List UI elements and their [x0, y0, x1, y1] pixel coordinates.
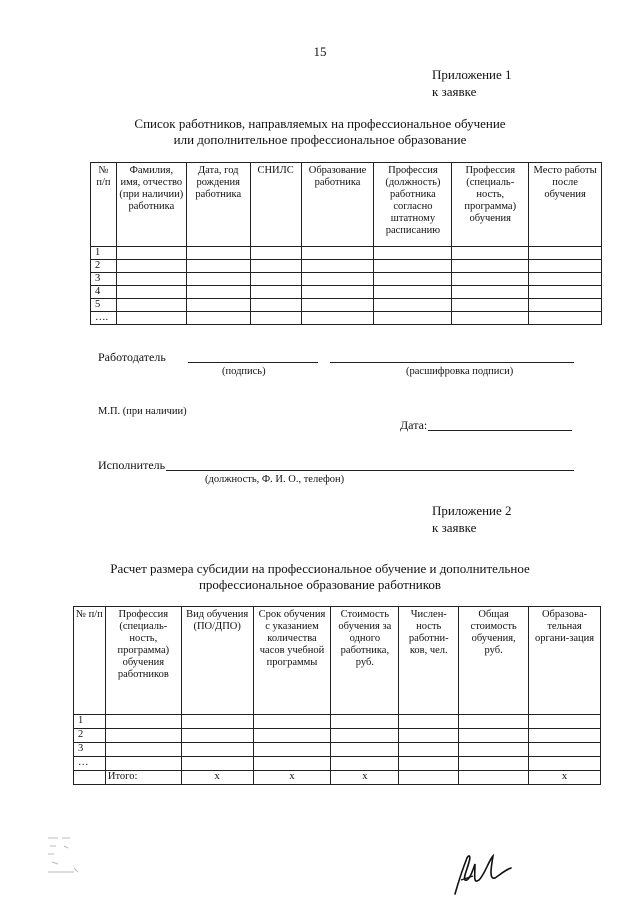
appendix2-to: к заявке — [432, 520, 477, 535]
total-cell — [399, 771, 459, 785]
total-cell: х — [181, 771, 253, 785]
row-number: 3 — [91, 273, 117, 286]
row-number: 1 — [91, 247, 117, 260]
table-row — [74, 743, 601, 757]
table-row — [91, 247, 602, 260]
subsidy-table-header — [74, 607, 601, 715]
col-header: Стоимость обучения за одного работника, руб. — [331, 607, 399, 715]
appendix2-title-line1: Расчет размера субсидии на профессиональное обучение и дополнительное — [110, 561, 530, 576]
col-header: Числен-ность работни-ков, чел. — [399, 607, 459, 715]
col-header: Дата, год рождения работника — [186, 163, 250, 247]
col-header: Срок обучения с указанием количества часов учебной программы — [253, 607, 331, 715]
workers-table — [90, 162, 602, 325]
appendix1-title-line2: или дополнительное профессиональное образование — [173, 132, 467, 147]
signature-line — [188, 362, 318, 363]
row-number: 2 — [91, 260, 117, 273]
signature-caption: (подпись) — [222, 366, 266, 377]
col-header: Профессия (должность) работника согласно штатному расписанию — [374, 163, 452, 247]
appendix2-title — [60, 561, 580, 593]
appendix1-to: к заявке — [432, 84, 477, 99]
table-row — [74, 715, 601, 729]
col-header: № п/п — [91, 163, 117, 247]
total-label: Итого: — [105, 771, 181, 785]
table-row — [74, 757, 601, 771]
date-label: Дата: — [400, 418, 428, 432]
col-header: Фамилия, имя, отчество (при наличии) работника — [116, 163, 186, 247]
decipher-line — [330, 362, 574, 363]
col-header: Место работы после обучения — [529, 163, 602, 247]
col-header: Общая стоимость обучения, руб. — [459, 607, 529, 715]
total-cell: х — [529, 771, 601, 785]
executor-caption: (должность, Ф. И. О., телефон) — [205, 474, 345, 485]
row-number: … — [74, 757, 106, 771]
total-cell: х — [253, 771, 331, 785]
page-number: 15 — [313, 44, 327, 59]
table-row — [91, 286, 602, 299]
col-header: № п/п — [74, 607, 106, 715]
appendix1-heading — [432, 66, 512, 100]
col-header: Профессия (специаль-ность, программа) обучения работников — [105, 607, 181, 715]
row-number: 3 — [74, 743, 106, 757]
workers-table-header — [91, 163, 602, 247]
row-number: …. — [91, 312, 117, 325]
subsidy-table — [73, 606, 601, 785]
table-row — [91, 299, 602, 312]
total-row — [74, 771, 601, 785]
table-row — [74, 729, 601, 743]
total-cell: х — [331, 771, 399, 785]
row-number: 2 — [74, 729, 106, 743]
appendix2-title-line2: профессиональное образование работников — [198, 577, 442, 592]
appendix2-heading — [432, 502, 512, 536]
row-number: 5 — [91, 299, 117, 312]
appendix2-label: Приложение 2 — [432, 503, 512, 518]
col-header: Образова-тельная органи-зация — [529, 607, 601, 715]
decipher-caption: (расшифровка подписи) — [406, 366, 514, 377]
appendix1-label: Приложение 1 — [432, 67, 512, 82]
col-header: СНИЛС — [250, 163, 301, 247]
row-number: 4 — [91, 286, 117, 299]
col-header: Профессия (специаль-ность, программа) обучения — [452, 163, 529, 247]
seal-label: М.П. (при наличии) — [98, 406, 187, 417]
table-row — [91, 312, 602, 325]
table-row — [91, 260, 602, 273]
handwritten-signature-icon — [445, 850, 515, 898]
date-line — [428, 430, 572, 431]
employer-label: Работодатель — [98, 350, 166, 364]
row-number: 1 — [74, 715, 106, 729]
col-header: Образование работника — [301, 163, 374, 247]
appendix1-title — [90, 116, 550, 148]
stamp-mark — [44, 832, 86, 876]
total-cell — [459, 771, 529, 785]
table-row — [91, 273, 602, 286]
executor-line — [166, 470, 574, 471]
col-header: Вид обучения (ПО/ДПО) — [181, 607, 253, 715]
executor-label: Исполнитель — [98, 458, 166, 472]
appendix1-title-line1: Список работников, направляемых на профессиональное обучение — [134, 116, 506, 131]
